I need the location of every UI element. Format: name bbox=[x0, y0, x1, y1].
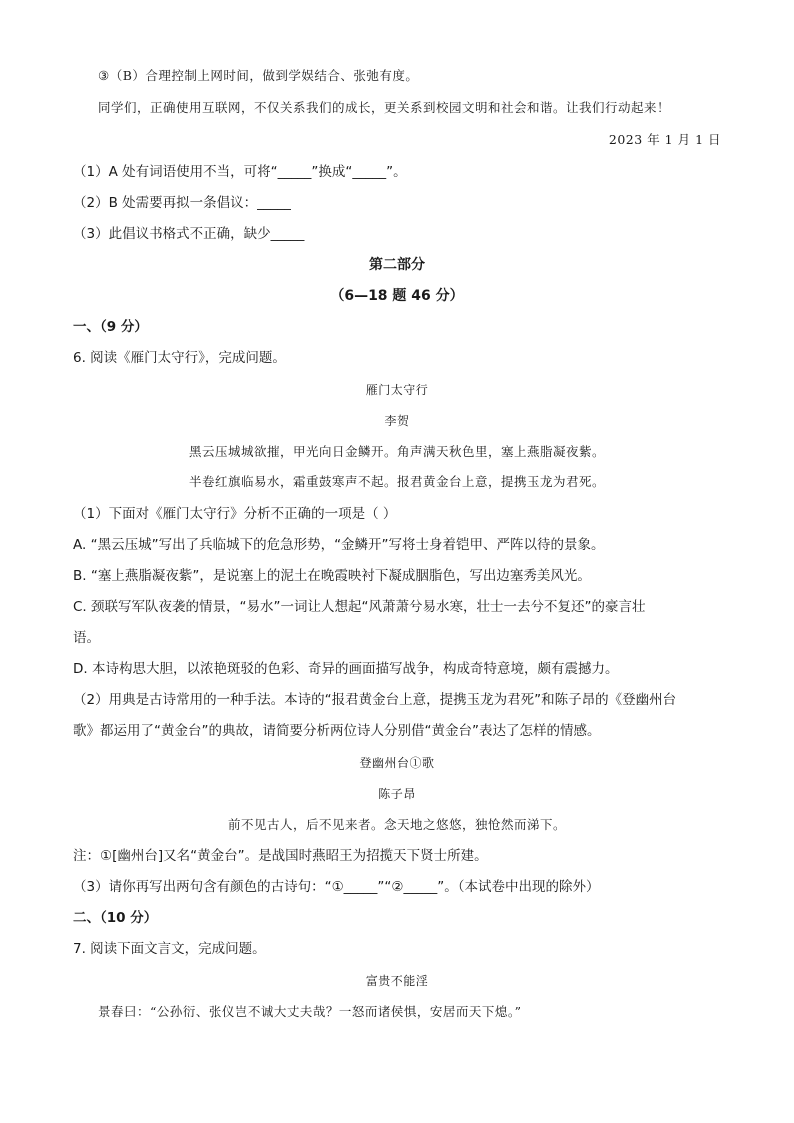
q6-option-c-line1: C. 颈联写军队夜袭的情景，“易水”一词让人想起“风萧萧兮易水寒，壮士一去兮不复还”的豪言壮 bbox=[73, 599, 646, 615]
poem2-author: 陈子昂 bbox=[378, 787, 416, 801]
letter-date: 2023 年 1 月 1 日 bbox=[608, 132, 721, 147]
poem2-line: 前不见古人，后不见来者。念天地之悠悠，独怆然而涕下。 bbox=[227, 817, 566, 832]
poem-author: 李贺 bbox=[384, 414, 410, 428]
q6-sub2-line1: （2）用典是古诗常用的一种手法。本诗的“报君黄金台上意，提携玉龙为君死”和陈子昂的《登幽州台 bbox=[73, 692, 677, 708]
poem-line-2: 半卷红旗临易水，霜重鼓寒声不起。报君黄金台上意，提携玉龙为君死。 bbox=[188, 474, 605, 489]
q6-sub3: （3）请你再写出两句含有颜色的古诗句：“①_____”“②_____”。（本试卷中出现的除外） bbox=[73, 879, 600, 895]
classical-text-title: 富贵不能淫 bbox=[365, 974, 429, 988]
q6-intro: 6. 阅读《雁门太守行》，完成问题。 bbox=[73, 350, 286, 366]
poem-line-1: 黑云压城城欲摧，甲光向日金鳞开。角声满天秋色里，塞上燕脂凝夜紫。 bbox=[188, 444, 605, 459]
poem-title: 雁门太守行 bbox=[365, 383, 429, 397]
q6-option-d: D. 本诗构思大胆，以浓艳斑驳的色彩、奇异的画面描写战争，构成奇特意境，颇有震撼力。 bbox=[73, 661, 619, 677]
letter-closing: 同学们，正确使用互联网，不仅关系我们的成长，更关系到校园文明和社会和谐。让我们行动起来！ bbox=[98, 100, 671, 115]
poem2-note: 注：①[幽州台]又名“黄金台”。是战国时燕昭王为招揽天下贤士所建。 bbox=[73, 848, 488, 864]
q6-option-b: B. “塞上燕脂凝夜紫”，是说塞上的泥土在晚霞映衬下凝成胭脂色，写出边塞秀美风光。 bbox=[73, 568, 591, 584]
q6-option-c-line2: 语。 bbox=[73, 630, 100, 646]
q5-sub2: （2）B 处需要再拟一条倡议：_____ bbox=[73, 195, 291, 211]
q6-sub1: （1）下面对《雁门太守行》分析不正确的一项是（ ） bbox=[73, 506, 397, 522]
part2-title: 第二部分 bbox=[369, 257, 425, 273]
q7-intro: 7. 阅读下面文言文，完成问题。 bbox=[73, 941, 266, 957]
poem2-title: 登幽州台①歌 bbox=[359, 756, 435, 770]
section1-heading: 一、（9 分） bbox=[73, 319, 148, 335]
q6-option-a: A. “黑云压城”写出了兵临城下的危急形势，“金鳞开”写将士身着铠甲、严阵以待的景象。 bbox=[73, 537, 605, 553]
letter-point-3: ③（B）合理控制上网时间，做到学娱结合、张弛有度。 bbox=[98, 68, 419, 83]
q5-sub3: （3）此倡议书格式不正确，缺少_____ bbox=[73, 226, 305, 242]
q6-sub2-line2: 歌》都运用了“黄金台”的典故，请简要分析两位诗人分别借“黄金台”表达了怎样的情感。 bbox=[73, 723, 601, 739]
classical-text-line1: 景春曰：“公孙衍、张仪岂不诚大丈夫哉？一怒而诸侯惧，安居而天下熄。” bbox=[98, 1004, 522, 1019]
section2-heading: 二、（10 分） bbox=[73, 910, 158, 926]
q5-sub1: （1）A 处有词语使用不当，可将“_____”换成“_____”。 bbox=[73, 164, 407, 180]
part2-subtitle: （6—18 题 46 分） bbox=[330, 288, 464, 304]
